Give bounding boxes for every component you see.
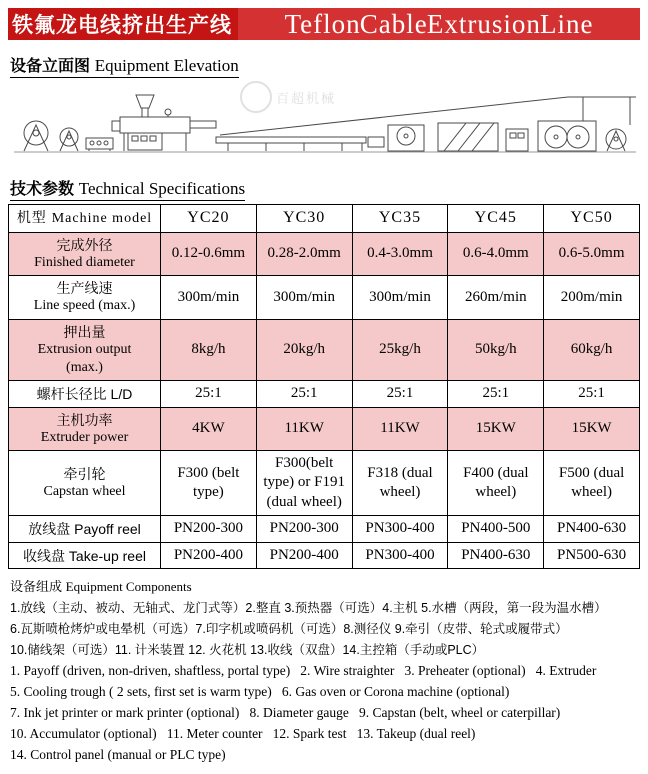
component-line-zh: 1.放线（主动、被动、无轴式、龙门式等）2.整直 3.预热器（可选）4.主机 5.水槽（两段，第一段为温水槽） <box>10 601 607 616</box>
spec-value: PN400-630 <box>544 516 640 543</box>
spec-value: PN300-400 <box>352 516 448 543</box>
spec-row-label: 主机功率 Extruder power <box>9 407 161 450</box>
spec-value: PN200-400 <box>161 542 257 569</box>
spec-value: 200m/min <box>544 276 640 319</box>
spec-row-label: 完成外径 Finished diameter <box>9 232 161 275</box>
spec-value: 300m/min <box>352 276 448 319</box>
spec-value: 0.28-2.0mm <box>256 232 352 275</box>
components-title-en: Equipment Components <box>65 579 192 595</box>
spec-value: 25:1 <box>544 381 640 408</box>
component-line-en: 7. Ink jet printer or mark printer (optional) 8. Diameter gauge 9. Capstan (belt, wheel or caterpillar) <box>10 705 561 721</box>
specs-title-en: Technical Specifications <box>78 179 246 198</box>
spec-value: 15KW <box>448 407 544 450</box>
spec-value: F400 (dual wheel) <box>448 450 544 516</box>
spec-value: 60kg/h <box>544 319 640 381</box>
spec-value: 300m/min <box>161 276 257 319</box>
components-en <box>8 663 640 763</box>
components-section <box>8 576 640 763</box>
title-banner <box>8 8 640 40</box>
spec-value: 4KW <box>161 407 257 450</box>
component-line-zh: 6.瓦斯喷枪烤炉或电晕机（可选）7.印字机或喷码机（可选）8.测径仪 9.牵引（皮带、轮式或履带式） <box>10 622 568 637</box>
model-header: YC50 <box>544 205 640 233</box>
spec-value: 0.12-0.6mm <box>161 232 257 275</box>
model-header: YC20 <box>161 205 257 233</box>
spec-value: PN200-300 <box>161 516 257 543</box>
model-header: YC45 <box>448 205 544 233</box>
spec-value: 50kg/h <box>448 319 544 381</box>
watermark-text: 百超机械 <box>276 90 337 106</box>
spec-row-label: 放线盘 Payoff reel <box>9 516 161 543</box>
specs-header-row <box>9 205 640 233</box>
model-column-header: 机型 Machine model <box>9 205 161 233</box>
banner-title-zh: 铁氟龙电线挤出生产线 <box>8 8 238 40</box>
spec-value: F500 (dual wheel) <box>544 450 640 516</box>
spec-value: 0.4-3.0mm <box>352 232 448 275</box>
spec-value: 260m/min <box>448 276 544 319</box>
spec-row <box>9 407 640 450</box>
specs-section-title <box>10 176 640 199</box>
spec-row-label: 牵引轮 Capstan wheel <box>9 450 161 516</box>
spec-value: PN500-630 <box>544 542 640 569</box>
component-line-zh: 10.储线架（可选）11. 计米装置 12. 火花机 13.收线（双盘）14.主控箱（手动或PLC） <box>10 643 485 658</box>
spec-row <box>9 542 640 569</box>
spec-value: F300(belt type) or F191 (dual wheel) <box>256 450 352 516</box>
equipment-elevation-drawing <box>8 81 640 163</box>
spec-value: PN300-400 <box>352 542 448 569</box>
spec-row <box>9 319 640 381</box>
elevation-title-zh: 设备立面图 <box>10 58 91 75</box>
component-line-en: 1. Payoff (driven, non-driven, shaftless, portal type) 2. Wire straighter 3. Preheater (optional) 4. Extruder <box>10 663 597 679</box>
spec-row-label: 押出量 Extrusion output (max.) <box>9 319 161 381</box>
component-line-en: 10. Accumulator (optional) 11. Meter counter 12. Spark test 13. Takeup (dual reel) <box>10 726 476 742</box>
spec-value: PN200-300 <box>256 516 352 543</box>
components-title <box>10 576 640 595</box>
spec-value: 25:1 <box>256 381 352 408</box>
specs-title-zh: 技术参数 <box>10 181 75 198</box>
elevation-title-en: Equipment Elevation <box>94 56 239 75</box>
spec-value: 0.6-5.0mm <box>544 232 640 275</box>
elevation-line-art <box>8 81 640 163</box>
component-line-en: 14. Control panel (manual or PLC type) <box>10 747 226 763</box>
spec-value: PN400-500 <box>448 516 544 543</box>
spec-row <box>9 276 640 319</box>
spec-row <box>9 232 640 275</box>
spec-row-label: 生产线速 Line speed (max.) <box>9 276 161 319</box>
spec-row-label: 螺杆长径比 L/D <box>9 381 161 408</box>
model-header: YC35 <box>352 205 448 233</box>
components-title-zh: 设备组成 <box>10 579 63 595</box>
spec-value: 25kg/h <box>352 319 448 381</box>
spec-value: 300m/min <box>256 276 352 319</box>
spec-row-label: 收线盘 Take-up reel <box>9 542 161 569</box>
spec-row <box>9 450 640 516</box>
spec-value: 25:1 <box>448 381 544 408</box>
spec-value: F318 (dual wheel) <box>352 450 448 516</box>
spec-value: 8kg/h <box>161 319 257 381</box>
spec-value: 25:1 <box>352 381 448 408</box>
components-zh <box>8 598 640 658</box>
spec-value: 20kg/h <box>256 319 352 381</box>
spec-value: 11KW <box>256 407 352 450</box>
spec-value: 11KW <box>352 407 448 450</box>
specs-table <box>8 204 640 569</box>
specs-table-body <box>9 232 640 569</box>
spec-row <box>9 381 640 408</box>
spec-value: 15KW <box>544 407 640 450</box>
banner-title-en: Teflon Cable Extrusion Line <box>238 8 640 40</box>
spec-value: 25:1 <box>161 381 257 408</box>
spec-value: PN400-630 <box>448 542 544 569</box>
spec-row <box>9 516 640 543</box>
model-header: YC30 <box>256 205 352 233</box>
spec-value: PN200-400 <box>256 542 352 569</box>
elevation-section-title <box>10 53 640 76</box>
spec-value: F300 (belt type) <box>161 450 257 516</box>
component-line-en: 5. Cooling trough ( 2 sets, first set is warm type) 6. Gas oven or Corona machine (optional) <box>10 684 510 700</box>
spec-value: 0.6-4.0mm <box>448 232 544 275</box>
